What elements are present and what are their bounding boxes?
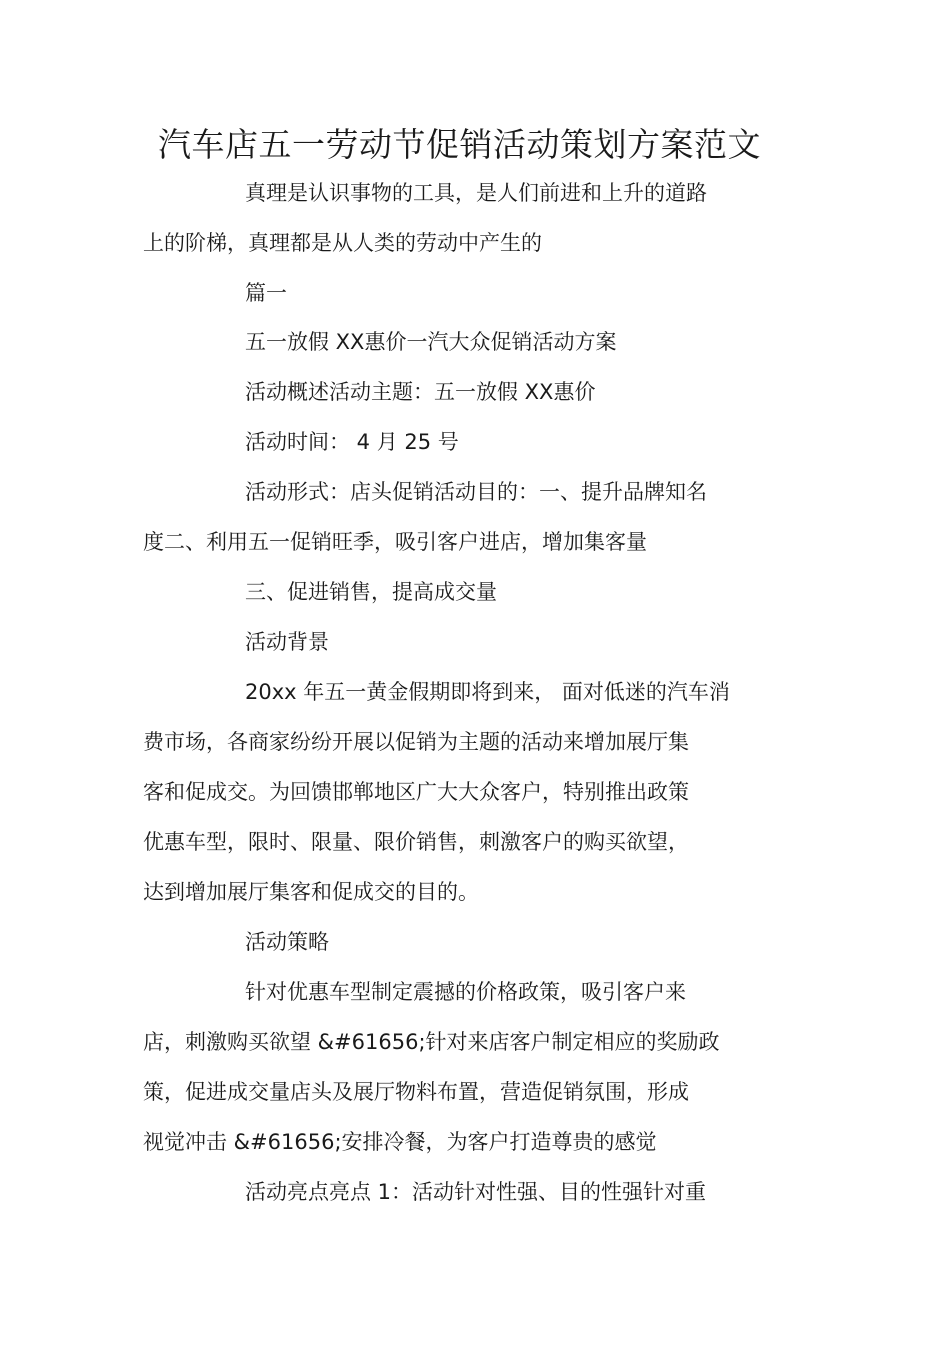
paragraph-line: 客和促成交。为回馈邯郸地区广大大众客户，特别推出政策 [143,780,689,804]
paragraph-line: 费市场，各商家纷纷开展以促销为主题的活动来增加展厅集 [143,730,689,754]
section-heading: 活动策略 [245,930,329,954]
paragraph-line: 五一放假 XX惠价一汽大众促销活动方案 [245,330,617,354]
paragraph-line: 上的阶梯，真理都是从人类的劳动中产生的 [143,231,542,255]
section-heading: 活动背景 [245,630,329,654]
paragraph-line: 真理是认识事物的工具，是人们前进和上升的道路 [245,181,707,205]
paragraph-line: 视觉冲击 &#61656;安排冷餐，为客户打造尊贵的感觉 [143,1130,657,1154]
paragraph-line: 20xx 年五一黄金假期即将到来， 面对低迷的汽车消 [245,680,730,704]
paragraph-line: 三、促进销售，提高成交量 [245,580,497,604]
paragraph-line: 活动亮点亮点 1：活动针对性强、目的性强针对重 [245,1180,707,1204]
paragraph-line: 优惠车型，限时、限量、限价销售，刺激客户的购买欲望， [143,830,689,854]
paragraph-line: 活动形式：店头促销活动目的：一、提升品牌知名 [245,480,707,504]
section-heading: 篇一 [245,281,287,305]
document-title: 汽车店五一劳动节促销活动策划方案范文 [158,125,761,164]
paragraph-line: 度二、利用五一促销旺季，吸引客户进店，增加集客量 [143,530,647,554]
paragraph-line: 店，刺激购买欲望 &#61656;针对来店客户制定相应的奖励政 [143,1030,720,1054]
paragraph-line: 达到增加展厅集客和促成交的目的。 [143,880,479,904]
paragraph-line: 活动概述活动主题：五一放假 XX惠价 [245,380,596,404]
paragraph-line: 活动时间： 4 月 25 号 [245,430,459,454]
paragraph-line: 针对优惠车型制定震撼的价格政策，吸引客户来 [245,980,686,1004]
paragraph-line: 策，促进成交量店头及展厅物料布置，营造促销氛围，形成 [143,1080,689,1104]
